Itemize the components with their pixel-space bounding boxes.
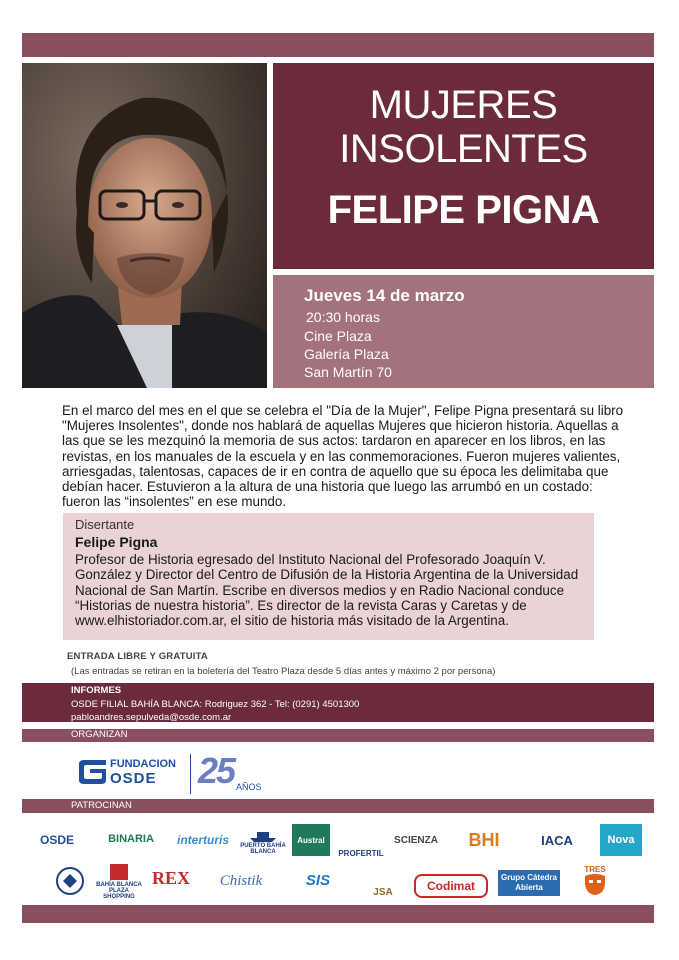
osde-symbol-icon <box>76 758 108 786</box>
event-venue: Cine Plaza <box>304 328 372 344</box>
sponsor-plaza-shopping-text: BAHÍA BLANCA PLAZA SHOPPING <box>96 882 142 900</box>
speaker-name: Felipe Pigna <box>75 534 158 550</box>
bearded-face-icon <box>582 874 608 896</box>
sponsor-chistik-logo: Chistik <box>219 872 263 889</box>
bottom-decorative-bar <box>22 905 654 923</box>
sponsors-bar <box>22 799 654 813</box>
plaza-shopping-icon <box>110 864 128 880</box>
event-gallery: Galería Plaza <box>304 346 389 362</box>
sponsor-plaza-shopping-logo <box>96 864 142 900</box>
crest-icon <box>53 866 87 896</box>
speaker-panel <box>63 513 594 640</box>
sponsor-puerto-text: PUERTO BAHÍA BLANCA <box>240 843 286 855</box>
sponsor-profertil-logo: PROFERTIL <box>338 849 384 858</box>
event-date: Jueves 14 de marzo <box>304 286 465 305</box>
event-time: 20:30 horas <box>306 309 380 325</box>
author-portrait-image <box>22 63 267 388</box>
fundacion-text: FUNDACION <box>110 758 176 770</box>
fundacion-osde-logo <box>76 752 276 794</box>
speaker-bio: Profesor de Historia egresado del Instituto Nacional del Profesorado Joaquín V. González y Director del Centro de Difusión de la Historia Argentina de la Universidad Nacional de San Martín. Escribe en diversos medios y en Radio Nacional conduce “Historias de nuestra historia”. Es director de la revista Caras y Caretas y de www.elhistoriador.com.ar, el sitio de historia más visitado de la Argentina. <box>75 552 579 629</box>
sponsor-iaca-logo: IACA <box>541 832 573 848</box>
sponsors-label: PATROCINAN <box>71 800 132 811</box>
sponsor-catedra-abierta-logo: Grupo Cátedra Abierta <box>498 870 560 896</box>
years-number: 25 <box>198 750 235 791</box>
sponsor-nova-logo: Nova <box>600 824 642 856</box>
sponsor-scienza-logo: SCIENZA <box>394 834 438 846</box>
title-line-1: MUJERES <box>369 83 558 127</box>
sponsor-jsa-logo: JSA <box>373 887 393 898</box>
sponsor-codimat-logo: Codimat <box>414 874 488 898</box>
sponsor-interturis-logo: interturis <box>176 833 229 847</box>
sponsor-sis-logo: SIS <box>305 871 331 889</box>
logo-divider <box>190 754 191 794</box>
info-address: OSDE FILIAL BAHÍA BLANCA: Rodriguez 362 - Tel: (0291) 4501300 <box>71 699 360 710</box>
osde-text: OSDE <box>110 770 157 787</box>
author-name-title: FELIPE PIGNA <box>327 188 600 232</box>
title-panel <box>273 63 654 269</box>
sponsor-puerto-logo <box>240 825 286 859</box>
sponsor-bhi-logo: BHI <box>468 829 500 850</box>
sponsor-binaria-logo: BINARIA <box>108 833 154 845</box>
intro-paragraph: En el marco del mes en el que se celebra el "Día de la Mujer", Felipe Pigna presentará su libro "Mujeres Insolentes", donde nos hablará de aquellas Mujeres que hicieron historia. Aquellas a las que se les mezquinó la memoria de sus actos: tardaron en aparecer en los libros, en las revistas, en los manuales de la escuela y en las conmemoraciones. Fueron mujeres valientes, arriesgadas, talentosas, capaces de ir en contra de aquello que su época les delimitaba que debían hacer. Estuvieron a la altura de una historia que luego las arrumbó en un costado: fueron las “insolentes” en ese mundo. <box>62 403 624 510</box>
sponsor-tres-logo <box>578 862 612 898</box>
event-address: San Martín 70 <box>304 364 392 380</box>
sponsor-tres-text: TRES <box>584 864 606 874</box>
info-email-link[interactable]: pabloandres.sepulveda@osde.com.ar <box>71 712 232 723</box>
sponsor-osde-logo: OSDE <box>39 833 74 847</box>
sponsor-rex-logo: REX <box>151 867 190 888</box>
info-bar <box>22 683 654 722</box>
top-decorative-bar <box>22 33 654 57</box>
sponsor-cciss-logo <box>44 862 96 900</box>
entry-note: (Las entradas se retiran en la boletería del Teatro Plaza desde 5 días antes y máximo 2 por persona) <box>71 666 496 677</box>
ship-icon <box>248 829 278 843</box>
years-word: AÑOS <box>236 782 262 792</box>
event-details-panel <box>273 275 654 388</box>
speaker-label: Disertante <box>75 517 135 532</box>
organizers-label: ORGANIZAN <box>71 729 128 740</box>
author-photo <box>22 63 267 388</box>
title-line-2: INSOLENTES <box>339 127 588 171</box>
organizers-bar <box>22 729 654 742</box>
info-title: INFORMES <box>71 685 122 696</box>
entry-title: ENTRADA LIBRE Y GRATUITA <box>67 651 208 662</box>
sponsor-austral-logo: Austral <box>292 824 330 856</box>
